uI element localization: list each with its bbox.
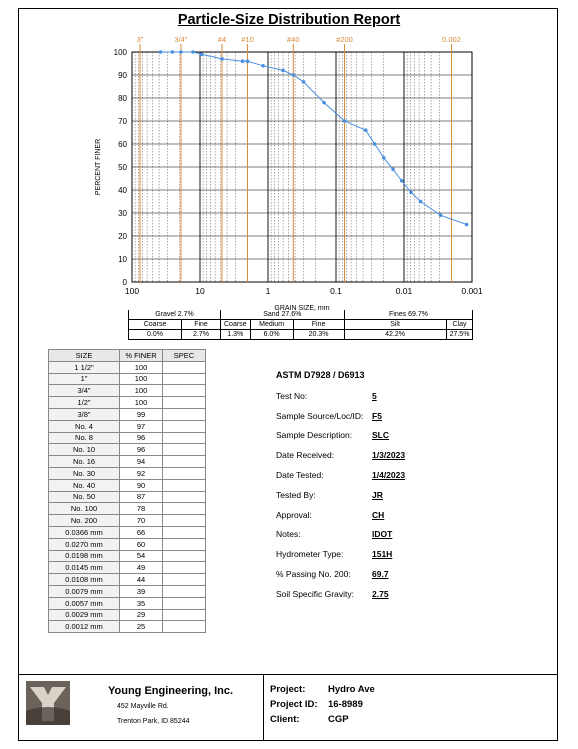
finer-cell: 49 [120, 562, 163, 574]
finer-cell: 35 [120, 597, 163, 609]
info-row [276, 525, 405, 545]
size-cell: 1/2" [49, 397, 120, 409]
info-key: Hydrometer Type: [276, 549, 344, 560]
data-point [261, 64, 265, 68]
data-point [382, 156, 386, 160]
info-value: JR [372, 489, 383, 500]
finer-cell: 100 [120, 397, 163, 409]
size-table-row [49, 526, 206, 538]
project-block [270, 684, 375, 729]
client-label: Client: [270, 714, 300, 725]
finer-cell: 100 [120, 385, 163, 397]
info-value: 151H [372, 549, 393, 560]
info-value: 1/4/2023 [372, 470, 406, 481]
col-silt: Silt [344, 320, 446, 330]
finer-cell: 90 [120, 479, 163, 491]
size-table-row [49, 397, 206, 409]
size-table-row [49, 562, 206, 574]
data-point [291, 73, 295, 77]
val-coarse-gravel: 0.0% [129, 330, 182, 340]
spec-cell [163, 503, 206, 515]
sieve-marker-label: 3/4" [174, 35, 188, 44]
size-cell: No. 30 [49, 467, 120, 479]
data-point [179, 50, 183, 54]
x-tick-label: 1 [265, 286, 271, 296]
y-tick-label: 90 [118, 71, 127, 80]
info-value: 69.7 [372, 569, 389, 580]
info-row [276, 584, 405, 604]
size-cell: No. 50 [49, 491, 120, 503]
spec-cell [163, 597, 206, 609]
company-address-1: 452 Mayville Rd. [117, 703, 169, 710]
spec-cell [163, 526, 206, 538]
info-value: CH [372, 509, 385, 520]
finer-cell: 44 [120, 574, 163, 586]
spec-cell [163, 361, 206, 373]
sieve-marker-label: #4 [217, 35, 227, 44]
data-point [281, 69, 285, 73]
size-table-row [49, 456, 206, 468]
spec-cell [163, 373, 206, 385]
data-point [373, 142, 377, 146]
info-value: SLC [372, 430, 389, 441]
size-cell: 3/4" [49, 385, 120, 397]
info-key: Notes: [276, 529, 301, 540]
spec-cell [163, 550, 206, 562]
finer-cell: 94 [120, 456, 163, 468]
info-key: Tested By: [276, 489, 316, 500]
spec-cell [163, 444, 206, 456]
size-cell: 0.0145 mm [49, 562, 120, 574]
data-point [302, 80, 306, 84]
spec-cell [163, 574, 206, 586]
company-name: Young Engineering, Inc. [108, 685, 234, 697]
size-table-row [49, 385, 206, 397]
col-clay: Clay [446, 320, 473, 330]
finer-cell: 60 [120, 538, 163, 550]
size-table-row [49, 550, 206, 562]
finer-cell: 78 [120, 503, 163, 515]
spec-cell [163, 420, 206, 432]
spec-cell [163, 479, 206, 491]
spec-cell [163, 562, 206, 574]
size-cell: 0.0366 mm [49, 526, 120, 538]
spec-cell [163, 456, 206, 468]
col-fine-sand: Fine [293, 320, 344, 330]
data-point [409, 191, 413, 195]
val-clay: 27.5% [446, 330, 473, 340]
size-table-row [49, 574, 206, 586]
data-point [246, 59, 250, 63]
spec-cell [163, 515, 206, 527]
data-point [439, 214, 443, 218]
size-cell: 0.0270 mm [49, 538, 120, 550]
info-key: Date Tested: [276, 470, 324, 481]
col-fine-gravel: Fine [182, 320, 221, 330]
size-table-row [49, 491, 206, 503]
info-value: 1/3/2023 [372, 450, 406, 461]
sieve-marker-label: 3" [136, 35, 144, 44]
val-silt: 42.2% [344, 330, 446, 340]
data-point [391, 168, 395, 172]
x-tick-label: 0.001 [461, 286, 483, 296]
size-table [48, 349, 206, 633]
col-coarse-gravel: Coarse [129, 320, 182, 330]
finer-cell: 25 [120, 621, 163, 633]
info-row [276, 505, 405, 525]
info-key: Sample Description: [276, 430, 353, 441]
spec-cell [163, 467, 206, 479]
col-medium-sand: Medium [250, 320, 293, 330]
info-row [276, 485, 405, 505]
size-table-row [49, 373, 206, 385]
size-cell: No. 100 [49, 503, 120, 515]
size-cell: No. 16 [49, 456, 120, 468]
y-tick-label: 40 [118, 186, 127, 195]
info-row [276, 426, 405, 446]
company-address-2: Trenton Park, ID 85244 [117, 718, 190, 725]
y-tick-label: 70 [118, 117, 127, 126]
spec-cell [163, 609, 206, 621]
y-tick-label: 20 [118, 232, 127, 241]
spec-cell [163, 397, 206, 409]
spec-cell [163, 408, 206, 420]
size-cell: No. 200 [49, 515, 120, 527]
data-point [465, 223, 469, 227]
y-tick-label: 0 [122, 278, 127, 287]
test-info [276, 370, 405, 604]
info-row [276, 386, 405, 406]
company-logo [26, 681, 70, 725]
data-point [171, 50, 175, 54]
finer-cell: 96 [120, 432, 163, 444]
fines-group: Fines 69.7% [344, 310, 473, 320]
val-fine-gravel: 2.7% [182, 330, 221, 340]
report-title: Particle-Size Distribution Report [177, 12, 401, 28]
spec-header: SPEC [163, 350, 206, 362]
data-point [419, 200, 423, 204]
size-cell: 0.0198 mm [49, 550, 120, 562]
info-key: Soil Specific Gravity: [276, 588, 354, 599]
data-point [159, 50, 163, 54]
info-key: Test No: [276, 390, 308, 401]
size-cell: 1 1/2" [49, 361, 120, 373]
size-table-row [49, 515, 206, 527]
y-tick-label: 80 [118, 94, 127, 103]
size-cell: No. 8 [49, 432, 120, 444]
finer-cell: 99 [120, 408, 163, 420]
project-id-value: 16-8989 [328, 699, 363, 710]
size-table-row [49, 361, 206, 373]
val-coarse-sand: 1.3% [221, 330, 251, 340]
size-cell: 0.0108 mm [49, 574, 120, 586]
gravel-group: Gravel 2.7% [129, 310, 221, 320]
size-table-row [49, 467, 206, 479]
spec-cell [163, 621, 206, 633]
project-value: Hydro Ave [328, 684, 375, 695]
data-point [400, 179, 404, 183]
info-key: % Passing No. 200: [276, 569, 351, 580]
info-row [276, 445, 405, 465]
particle-size-chart [0, 0, 578, 330]
finer-cell: 100 [120, 373, 163, 385]
spec-cell [163, 385, 206, 397]
sieve-marker-label: #200 [336, 35, 353, 44]
finer-cell: 92 [120, 467, 163, 479]
info-value: IDOT [372, 529, 393, 540]
footer-divider [263, 675, 264, 741]
data-point [241, 59, 245, 63]
finer-cell: 100 [120, 361, 163, 373]
finer-cell: 39 [120, 585, 163, 597]
data-point [200, 53, 204, 57]
size-cell: 1" [49, 373, 120, 385]
info-value: 5 [372, 390, 377, 401]
x-tick-label: 0.01 [395, 286, 413, 296]
size-table-row [49, 538, 206, 550]
y-tick-label: 10 [118, 255, 127, 264]
y-tick-label: 100 [113, 48, 127, 57]
info-key: Date Received: [276, 450, 335, 461]
size-table-row [49, 609, 206, 621]
size-table-row [49, 597, 206, 609]
sand-group: Sand 27.6% [221, 310, 345, 320]
info-key: Approval: [276, 509, 312, 520]
size-table-row [49, 479, 206, 491]
finer-cell: 29 [120, 609, 163, 621]
standard-label: ASTM D7928 / D6913 [276, 370, 365, 380]
data-point [322, 101, 326, 105]
finer-cell: 87 [120, 491, 163, 503]
info-key: Sample Source/Loc/ID: [276, 410, 364, 421]
x-tick-label: 10 [195, 286, 205, 296]
data-point [343, 119, 347, 123]
finer-cell: 70 [120, 515, 163, 527]
size-cell: No. 40 [49, 479, 120, 491]
spec-cell [163, 491, 206, 503]
spec-cell [163, 432, 206, 444]
col-coarse-sand: Coarse [221, 320, 251, 330]
y-tick-label: 50 [118, 163, 127, 172]
info-value: 2.75 [372, 588, 389, 599]
data-point [191, 50, 195, 54]
finer-cell: 66 [120, 526, 163, 538]
client-value: CGP [328, 714, 349, 725]
spec-cell [163, 585, 206, 597]
x-tick-label: 100 [124, 286, 140, 296]
finer-cell: 54 [120, 550, 163, 562]
size-table-row [49, 621, 206, 633]
info-row [276, 544, 405, 564]
data-point [220, 57, 224, 61]
val-medium-sand: 6.0% [250, 330, 293, 340]
y-axis-label: PERCENT FINER [95, 138, 102, 196]
spec-cell [163, 538, 206, 550]
fraction-table [128, 310, 473, 340]
x-tick-label: 0.1 [330, 286, 342, 296]
size-cell: 0.0079 mm [49, 585, 120, 597]
size-cell: 0.0012 mm [49, 621, 120, 633]
y-tick-label: 60 [118, 140, 127, 149]
size-header: SIZE [49, 350, 120, 362]
project-label: Project: [270, 684, 306, 695]
data-point [364, 128, 368, 132]
finer-cell: 96 [120, 444, 163, 456]
size-table-row [49, 420, 206, 432]
size-table-row [49, 432, 206, 444]
info-value: F5 [372, 410, 382, 421]
size-cell: No. 4 [49, 420, 120, 432]
info-row [276, 406, 405, 426]
size-cell: 0.0057 mm [49, 597, 120, 609]
x-axis-label: GRAIN SIZE, mm [274, 305, 330, 312]
sieve-marker-label: #10 [241, 35, 254, 44]
sieve-marker-label: 0.002 [442, 35, 461, 44]
size-cell: No. 10 [49, 444, 120, 456]
info-row [276, 564, 405, 584]
size-cell: 3/8" [49, 408, 120, 420]
val-fine-sand: 20.3% [293, 330, 344, 340]
project-id-label: Project ID: [270, 699, 318, 710]
size-table-row [49, 444, 206, 456]
size-table-row [49, 503, 206, 515]
y-tick-label: 30 [118, 209, 127, 218]
info-row [276, 465, 405, 485]
finer-header: % FINER [120, 350, 163, 362]
size-table-row [49, 585, 206, 597]
footer [18, 674, 558, 741]
size-table-row [49, 408, 206, 420]
finer-cell: 97 [120, 420, 163, 432]
sieve-marker-label: #40 [287, 35, 300, 44]
size-cell: 0.0029 mm [49, 609, 120, 621]
